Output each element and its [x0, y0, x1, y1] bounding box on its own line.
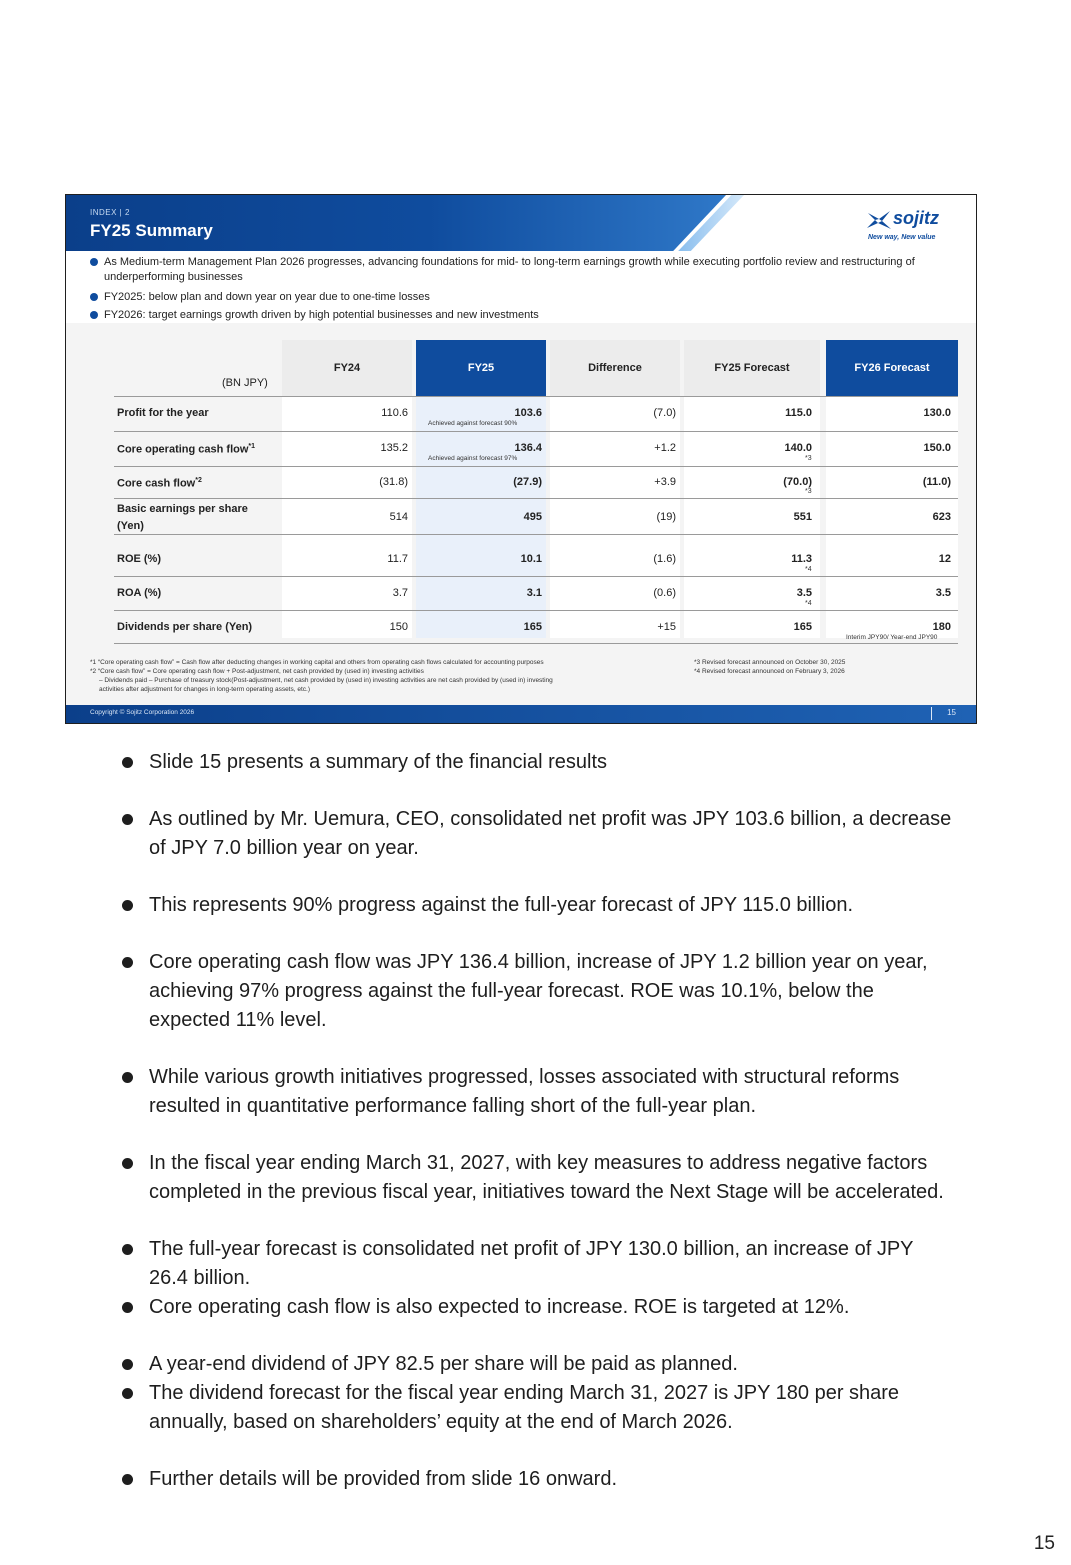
cell-fy25: 136.4 — [514, 442, 542, 454]
cell-fy25-forecast: 115.0 — [785, 407, 812, 419]
summary-bullet: As Medium-term Management Plan 2026 progresses, advancing foundations for mid- to long-term earnings growth while executing portfolio review and restructuring of underperforming businesses — [90, 255, 960, 285]
copyright: Copyright © Sojitz Corporation 2026 — [90, 709, 195, 716]
row-label: Core cash flow$^{*2}$ — [117, 477, 202, 490]
row-label: ROE (%) — [117, 553, 161, 565]
footnotes-left: *1 “Core operating cash flow” = Cash flow after deducting changes in working capital and others from operating cash flows calculated for accounting purposes *2 “Core cash flow” = Core operating cash flow + Post-adjustment, net cash provided by (used in) investing activities – Dividends paid – Purchase of treasury stock(Post-adjustment, net cash provided by (used in) investing activities are net cash provided by (used in) investing activities after adjustment for changes in long-term operating assets, etc.) — [90, 659, 553, 693]
forecast-marker: *3 — [805, 455, 812, 462]
logo-tagline: New way, New value — [868, 234, 936, 241]
footnotes-right: *3 Revised forecast announced on October 30, 2025 *4 Revised forecast announced on February 3, 2026 — [694, 659, 846, 675]
note-item: This represents 90% progress against the full-year forecast of JPY 115.0 billion. — [122, 891, 952, 920]
cell-fy26-forecast: 150.0 — [923, 442, 951, 454]
cell-fy25-forecast: 11.3 — [791, 553, 812, 565]
cell-fy24: 110.6 — [381, 407, 408, 419]
row-label: Basic earnings per share (Yen) — [117, 503, 248, 532]
note-item: The dividend forecast for the fiscal year ending March 31, 2027 is JPY 180 per share annually, based on shareholders’ equity at the end of March 2026. — [122, 1379, 952, 1437]
index-label: INDEX | 2 — [90, 208, 130, 217]
col-header-fy25-forecast: FY25 Forecast — [684, 340, 820, 396]
achievement-note: Achieved against forecast 90% — [428, 420, 518, 427]
cell-fy26-forecast: (11.0) — [922, 476, 951, 488]
cell-fy25-forecast: 165 — [793, 621, 812, 633]
sojitz-logo-icon — [866, 210, 892, 230]
note-item: Slide 15 presents a summary of the financial results — [122, 748, 952, 777]
cell-fy24: (31.8) — [379, 476, 408, 488]
cell-fy26-forecast: 12 — [938, 553, 951, 565]
cell-fy24: 514 — [389, 511, 408, 523]
note-item: The full-year forecast is consolidated net profit of JPY 130.0 billion, an increase of JPY 26.4 billion. — [122, 1235, 952, 1293]
cell-fy25-forecast: (70.0) — [783, 476, 812, 488]
table-unit: (BN JPY) — [222, 377, 268, 389]
cell-fy26-forecast: 3.5 — [935, 587, 951, 599]
row-label: Core operating cash flow$^{*1}$ — [117, 443, 256, 456]
col-header-difference: Difference — [550, 340, 680, 396]
note-item: Core operating cash flow was JPY 136.4 billion, increase of JPY 1.2 billion year on year, achieving 97% progress against the full-year forecast. ROE was 10.1%, below the expected 11% level. — [122, 948, 952, 1035]
page-number: 15 — [1033, 1533, 1055, 1554]
slide-number: 15 — [947, 708, 956, 717]
cell-fy24: 3.7 — [392, 587, 408, 599]
note-item: As outlined by Mr. Uemura, CEO, consolidated net profit was JPY 103.6 billion, a decrease of JPY 7.0 billion year on year. — [122, 805, 952, 863]
cell-fy26-forecast: 623 — [932, 511, 951, 523]
cell-fy25: 10.1 — [520, 553, 542, 565]
cell-fy26-forecast: 130.0 — [923, 407, 951, 419]
cell-difference: +1.2 — [654, 442, 676, 454]
forecast-marker: *3 — [805, 488, 812, 495]
cell-fy25: 103.6 — [514, 407, 542, 419]
slide — [65, 194, 977, 724]
row-label: ROA (%) — [117, 587, 162, 599]
row-label: Dividends per share (Yen) — [117, 621, 253, 633]
cell-difference: +15 — [657, 621, 676, 633]
cell-fy26-forecast: 180 — [932, 621, 951, 633]
cell-fy25-forecast: 551 — [793, 511, 812, 523]
col-header-fy24: FY24 — [282, 340, 412, 396]
cell-fy25: 165 — [523, 621, 542, 633]
note-item: A year-end dividend of JPY 82.5 per share will be paid as planned. — [122, 1350, 952, 1379]
row-label: Profit for the year — [117, 407, 209, 419]
bullet-dot-icon — [90, 311, 98, 319]
summary-bullets — [66, 251, 976, 323]
cell-fy25: 495 — [523, 511, 542, 523]
cell-difference: (0.6) — [653, 587, 676, 599]
slide-footer — [66, 705, 976, 723]
speaker-notes — [122, 748, 952, 1494]
cell-difference: (1.6) — [653, 553, 676, 565]
slide-title: FY25 Summary — [90, 221, 213, 240]
achievement-note: Achieved against forecast 97% — [428, 455, 518, 462]
col-header-fy26-forecast: FY26 Forecast — [826, 340, 958, 396]
cell-difference: (7.0) — [653, 407, 676, 419]
cell-fy25: (27.9) — [513, 476, 542, 488]
slide-header — [66, 195, 976, 251]
note-item: While various growth initiatives progressed, losses associated with structural reforms resulted in quantitative performance falling short of the full-year plan. — [122, 1063, 952, 1121]
note-item: Core operating cash flow is also expected to increase. ROE is targeted at 12%. — [122, 1293, 952, 1322]
cell-fy25-forecast: 3.5 — [796, 587, 812, 599]
note-item: In the fiscal year ending March 31, 2027, with key measures to address negative factors completed in the previous fiscal year, initiatives toward the Next Stage will be accelerated. — [122, 1149, 952, 1207]
cell-difference: (19) — [656, 511, 676, 523]
forecast-marker: *4 — [805, 566, 812, 573]
cell-fy24: 150 — [389, 621, 408, 633]
note-item: Further details will be provided from slide 16 onward. — [122, 1465, 952, 1494]
bullet-dot-icon — [90, 293, 98, 301]
logo-wordmark: sojitz — [893, 208, 940, 228]
summary-bullet: FY2025: below plan and down year on year due to one-time losses — [90, 290, 960, 305]
col-header-fy25: FY25 — [416, 340, 546, 396]
cell-fy24: 11.7 — [387, 553, 408, 565]
bullet-dot-icon — [90, 258, 98, 266]
cell-difference: +3.9 — [654, 476, 676, 488]
cell-fy24: 135.2 — [380, 442, 408, 454]
dividend-note: Interim JPY90/ Year-end JPY90 — [846, 634, 938, 641]
company-logo — [866, 207, 956, 247]
summary-bullet: FY2026: target earnings growth driven by high potential businesses and new investments — [90, 308, 960, 323]
cell-fy25: 3.1 — [526, 587, 542, 599]
cell-fy25-forecast: 140.0 — [784, 442, 812, 454]
forecast-marker: *4 — [805, 600, 812, 607]
